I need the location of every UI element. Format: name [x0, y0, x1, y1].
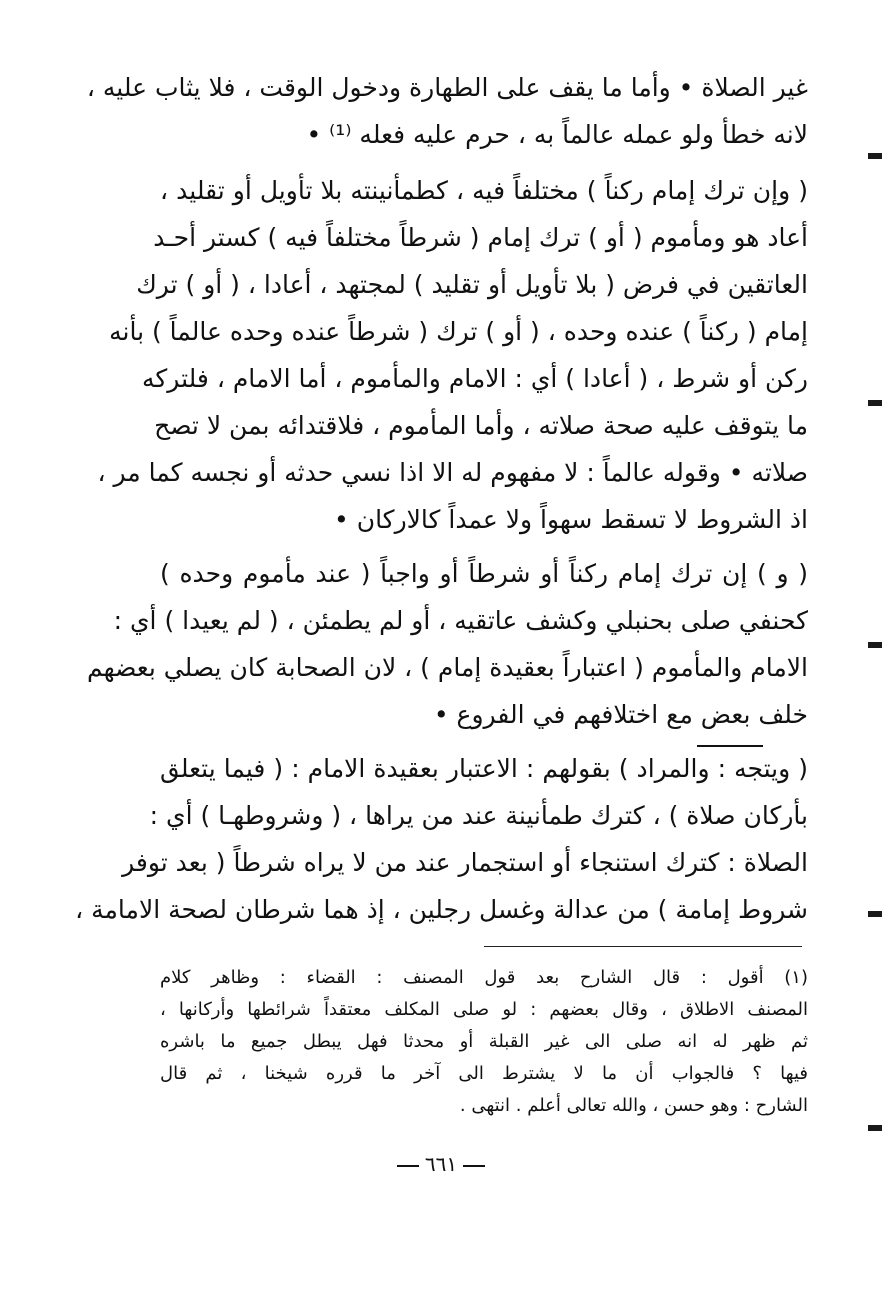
margin-mark [868, 911, 882, 917]
text-line: ما يتوقف عليه صحة صلاته ، وأما المأموم ، فلاقتدائه بمن لا تصح [154, 411, 808, 440]
margin-mark [868, 400, 882, 406]
text-line: ( وإن ترك إمام ركناً ) مختلفاً فيه ، كطمأنينته بلا تأويل أو تقليد ، [160, 176, 808, 205]
text-line: ( و ) إن ترك إمام ركناً أو شرطاً أو واجباً ( عند مأموم وحده ) [160, 559, 808, 588]
text-line: اذ الشروط لا تسقط سهواً ولا عمداً كالاركان • [334, 505, 808, 534]
margin-mark [868, 1125, 882, 1131]
text-line: أعاد هو ومأموم ( أو ) ترك إمام ( شرطاً مختلفاً فيه ) كستر أحـد [153, 223, 808, 252]
text-line: ركن أو شرط ، ( أعادا ) أي : الامام والمأموم ، أما الامام ، فلتركه [142, 364, 808, 393]
margin-mark [868, 153, 882, 159]
text-line: ( ويتجه : والمراد ) بقولهم : الاعتبار بعقيدة الامام : ( فيما يتعلق [160, 754, 808, 783]
text-line: بأركان صلاة ) ، كترك طمأنينة عند من يراها ، ( وشروطهـا ) أي : [149, 801, 808, 830]
footnote [160, 962, 808, 1122]
footnote-line: (١) أقول : قال الشارح بعد قول المصنف : القضاء : وظاهر كلام [160, 967, 808, 988]
margin-mark [868, 642, 882, 648]
text-line: صلاته • وقوله عالماً : لا مفهوم له الا اذا نسي حدثه أو نجسه كما مر ، [97, 458, 808, 487]
footnote-line: ثم ظهر له انه صلى الى غير القبلة أو محدثا فهل يبطل جميع ما باشره [160, 1031, 808, 1052]
text-line: شروط إمامة ) من عدالة وغسل رجلين ، إذ هما شرطان لصحة الامامة ، [75, 895, 808, 924]
page-number-dash [397, 1165, 419, 1167]
text-line: الامام والمأموم ( اعتباراً بعقيدة إمام ) ، لان الصحابة كان يصلي بعضهم [86, 653, 808, 682]
text-line: لانه خطأ ولو عمله عالماً به ، حرم عليه فعله ⁽¹⁾ • [306, 120, 808, 149]
text-line: كحنفي صلى بحنبلي وكشف عاتقيه ، أو لم يطمئن ، ( لم يعيدا ) أي : [113, 606, 808, 635]
text-line: غير الصلاة • وأما ما يقف على الطهارة ودخول الوقت ، فلا يثاب عليه ، [86, 73, 808, 102]
page-number-value: ٦٦١ [424, 1152, 458, 1176]
paragraph-2 [97, 167, 808, 543]
paragraph-1 [86, 64, 808, 158]
page-number-dash [463, 1165, 485, 1167]
page-number [0, 1152, 882, 1176]
paragraph-4 [75, 745, 808, 933]
footnote-line: المصنف الاطلاق ، وقال بعضهم : لو صلى المكلف معتقداً شرائطها وأركانها ، [160, 999, 808, 1020]
text-line: خلف بعض مع اختلافهم في الفروع • [433, 700, 808, 729]
footnote-line: فيها ؟ فالجواب أن ما لا يشترط الى آخر ما قرره شيخنا ، ثم قال [160, 1063, 808, 1084]
paragraph-3 [86, 550, 808, 738]
text-line: العاتقين في فرض ( بلا تأويل أو تقليد ) لمجتهد ، أعادا ، ( أو ) ترك [136, 270, 808, 299]
footnote-separator [484, 946, 802, 947]
footnote-line: الشارح : وهو حسن ، والله تعالى أعلم . انتهى . [459, 1095, 808, 1116]
text-line: الصلاة : كترك استنجاء أو استجمار عند من لا يراه شرطاً ( بعد توفر [122, 848, 808, 877]
text-line: إمام ( ركناً ) عنده وحده ، ( أو ) ترك ( شرطاً عنده وحده عالماً ) بأنه [109, 317, 808, 346]
